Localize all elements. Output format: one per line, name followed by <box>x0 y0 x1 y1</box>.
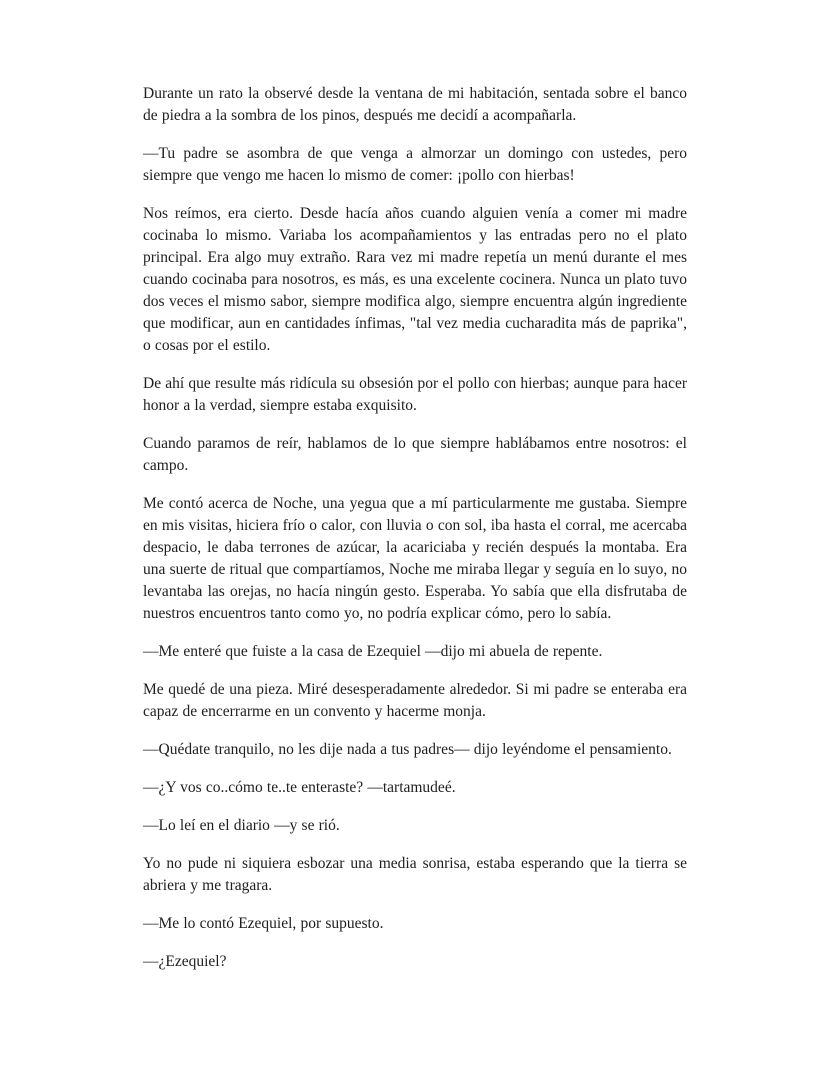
paragraph-11: —Lo leí en el diario —y se rió. <box>143 817 340 834</box>
paragraph-6: Me contó acerca de Noche, una yegua que a mí particularmente me gustaba. Siempre en mis visitas, hiciera frío o calor, con lluvia o con sol, iba hasta el corral, me acercaba despacio, le daba terrones de azúcar, la acariciaba y recién después la montaba. Era una suerte de ritual que compartíamos, Noche me miraba llegar y seguía en lo suyo, no levantaba las orejas, no hacía ningún gesto. Esperaba. Yo sabía que ella disfrutaba de nuestros encuentros tanto como yo, no podría explicar cómo, pero lo sabía. <box>143 495 687 622</box>
paragraph-5: Cuando paramos de reír, hablamos de lo que siempre hablábamos entre nosotros: el campo. <box>143 435 687 474</box>
paragraph-9: —Quédate tranquilo, no les dije nada a tus padres— dijo leyéndome el pensamiento. <box>143 741 672 758</box>
document-text-block <box>143 83 687 973</box>
paragraph-13: —Me lo contó Ezequiel, por supuesto. <box>143 915 384 932</box>
paragraph-14: —¿Ezequiel? <box>143 953 227 970</box>
paragraph-10: —¿Y vos co..cómo te..te enteraste? —tartamudeé. <box>143 779 456 796</box>
paragraph-7: —Me enteré que fuiste a la casa de Ezequiel —dijo mi abuela de repente. <box>143 643 603 660</box>
paragraph-1: Durante un rato la observé desde la ventana de mi habitación, sentada sobre el banco de piedra a la sombra de los pinos, después me decidí a acompañarla. <box>143 85 687 124</box>
paragraph-4: De ahí que resulte más ridícula su obsesión por el pollo con hierbas; aunque para hacer honor a la verdad, siempre estaba exquisito. <box>143 375 687 414</box>
paragraph-2: —Tu padre se asombra de que venga a almorzar un domingo con ustedes, pero siempre que vengo me hacen lo mismo de comer: ¡pollo con hierbas! <box>143 145 687 184</box>
paragraph-12: Yo no pude ni siquiera esbozar una media sonrisa, estaba esperando que la tierra se abriera y me tragara. <box>143 855 687 894</box>
paragraph-8: Me quedé de una pieza. Miré desesperadamente alrededor. Si mi padre se enteraba era capaz de encerrarme en un convento y hacerme monja. <box>143 681 687 720</box>
paragraph-3: Nos reímos, era cierto. Desde hacía años cuando alguien venía a comer mi madre cocinaba lo mismo. Variaba los acompañamientos y las entradas pero no el plato principal. Era algo muy extraño. Rara vez mi madre repetía un menú durante el mes cuando cocinaba para nosotros, es más, es una excelente cocinera. Nunca un plato tuvo dos veces el mismo sabor, siempre modifica algo, siempre encuentra algún ingrediente que modificar, aun en cantidades ínfimas, "tal vez media cucharadita más de paprika", o cosas por el estilo. <box>143 205 687 354</box>
